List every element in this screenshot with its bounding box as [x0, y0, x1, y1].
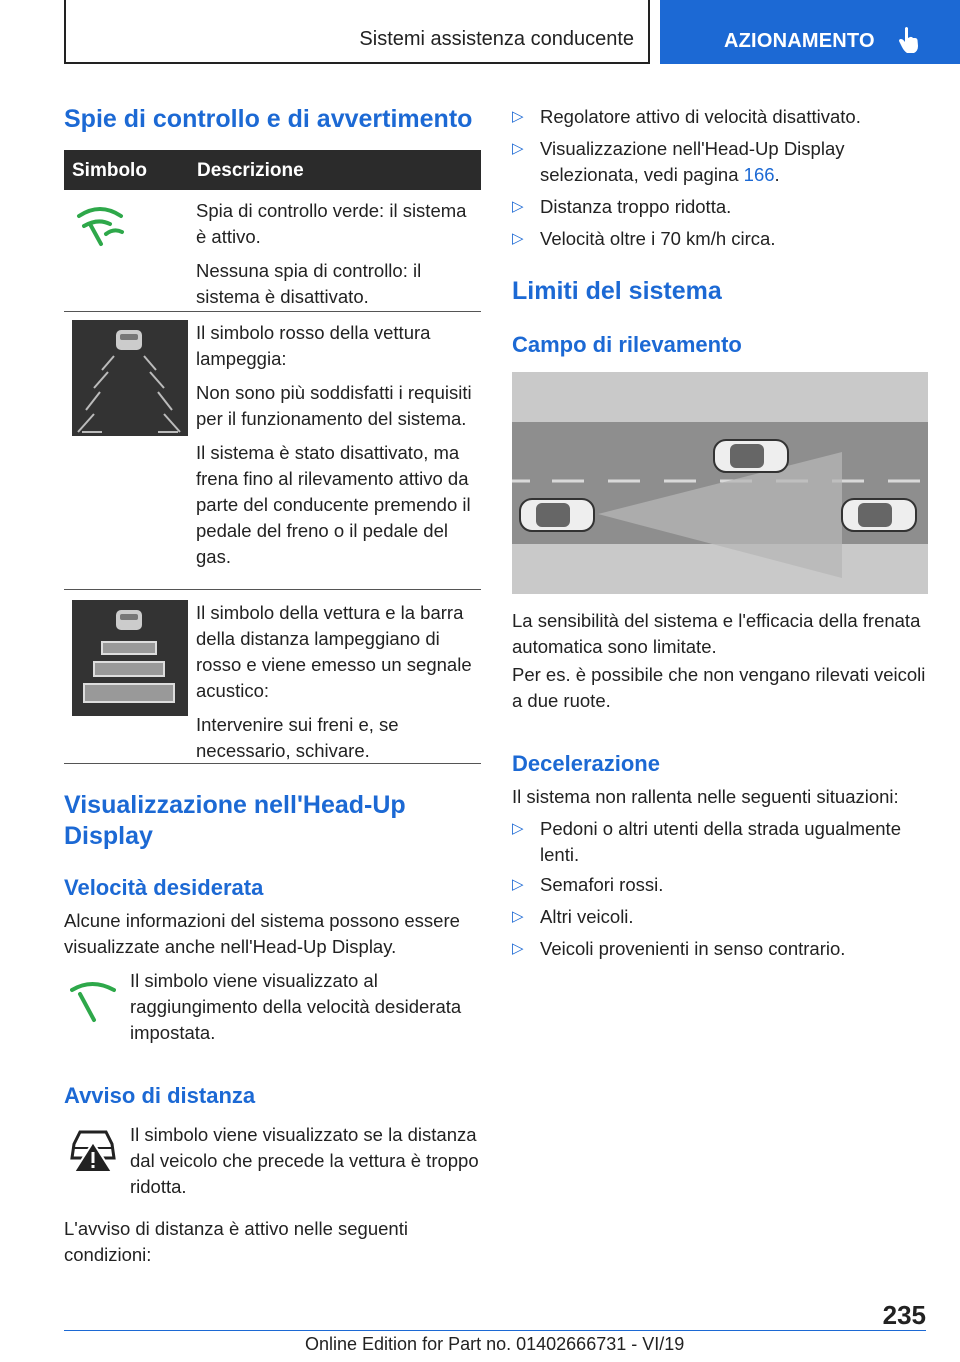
- hand-pointer-icon: [898, 26, 920, 54]
- subheading-distance-warning: Avviso di distanza: [64, 1083, 256, 1108]
- deceleration-intro: Il sistema non rallenta nelle seguenti situazioni:: [512, 786, 899, 807]
- row-divider: [64, 311, 481, 312]
- col-symbol: Simbolo: [72, 160, 147, 181]
- bullet-triangle-icon: ▷: [512, 140, 524, 157]
- heading-system-limits: Limiti del sistema: [512, 277, 722, 305]
- row3-description: Il simbolo della vettura e la barra della distanza lampeggiano di rosso e viene emesso un segnale acustico: Intervenire sui freni e, se necessario, schivare.: [196, 602, 472, 761]
- list-item: ▷ Veicoli provenienti in senso contrario.: [512, 936, 926, 962]
- list-item: ▷ Regolatore attivo di velocità disattivato.: [512, 104, 926, 130]
- list-item: ▷ Pedoni o altri utenti della strada ugualmente lenti.: [512, 816, 926, 868]
- section-title: Sistemi assistenza conducente: [359, 28, 634, 50]
- distance-conditions: L'avviso di distanza è attivo nelle seguenti condizioni:: [64, 1218, 408, 1265]
- vehicle-distance-bar-icon: [72, 600, 188, 716]
- table-bottom-line: [64, 763, 481, 764]
- footer-edition: Online Edition for Part no. 01402666731 - VI/19: [305, 1334, 685, 1354]
- list-item: ▷ Distanza troppo ridotta.: [512, 194, 926, 220]
- row-divider: [64, 589, 481, 590]
- desired-speed-icon: [70, 980, 116, 1024]
- bullet-triangle-icon: ▷: [512, 940, 524, 957]
- bullet-triangle-icon: ▷: [512, 230, 524, 247]
- list-item: ▷ Semafori rossi.: [512, 872, 926, 898]
- heading-warning-lights: Spie di controllo e di avvertimento: [64, 105, 473, 133]
- distance-warning-icon: [68, 1128, 118, 1174]
- subheading-deceleration: Decelerazione: [512, 751, 660, 776]
- speed-intro: Alcune informazioni del sistema possono essere visualizzate anche nell'Head-Up Display.: [64, 910, 460, 957]
- range-paragraph-1: La sensibilità del sistema e l'efficacia della frenata automatica sono limitate.: [512, 610, 921, 657]
- speed-icon-description: Il simbolo viene visualizzato al raggiungimento della velocità desiderata impostata.: [130, 970, 462, 1043]
- vehicle-red-warning-icon: [72, 320, 188, 436]
- range-paragraph-2: Per es. è possibile che non vengano rilevati veicoli a due ruote.: [512, 664, 926, 711]
- col-description: Descrizione: [197, 160, 304, 181]
- list-item: ▷ Visualizzazione nell'Head-Up Display selezionata, vedi pagina 166.: [512, 136, 926, 188]
- bullet-triangle-icon: ▷: [512, 908, 524, 925]
- page-number: 235: [882, 1300, 926, 1330]
- header-section-box: [64, 0, 650, 64]
- bullet-triangle-icon: ▷: [512, 198, 524, 215]
- cruise-control-green-icon: [76, 204, 126, 248]
- bullet-triangle-icon: ▷: [512, 820, 524, 837]
- bullet-triangle-icon: ▷: [512, 108, 524, 125]
- chapter-tab-label: AZIONAMENTO: [724, 30, 875, 52]
- subheading-detection-range: Campo di rilevamento: [512, 332, 742, 357]
- list-item: ▷ Velocità oltre i 70 km/h circa.: [512, 226, 926, 252]
- table-header: [64, 150, 481, 190]
- subheading-desired-speed: Velocità desiderata: [64, 875, 264, 900]
- footer-divider: [64, 1330, 926, 1331]
- bullet-triangle-icon: ▷: [512, 876, 524, 893]
- list-item: ▷ Altri veicoli.: [512, 904, 926, 930]
- car-icon: [520, 499, 594, 531]
- page-reference-link[interactable]: 166: [743, 164, 775, 185]
- row2-description: Il simbolo rosso della vettura lampeggia: Non sono più soddisfatti i requisiti per il funzionamento del sistema. Il sistema è stato disattivato, ma frena fino al rilevamento attivo da parte del conducente premendo il pedale del freno o il pedale del gas.: [196, 322, 472, 567]
- chapter-tab[interactable]: [660, 0, 960, 64]
- row1-description: Spia di controllo verde: il sistema è attivo. Nessuna spia di controllo: il sistema è disattivato.: [196, 200, 467, 307]
- detection-range-illustration: [512, 372, 928, 594]
- heading-hud: Visualizzazione nell'Head-Up Display: [64, 791, 406, 850]
- distance-icon-description: Il simbolo viene visualizzato se la distanza dal veicolo che precede la vettura è troppo ridotta.: [130, 1124, 479, 1197]
